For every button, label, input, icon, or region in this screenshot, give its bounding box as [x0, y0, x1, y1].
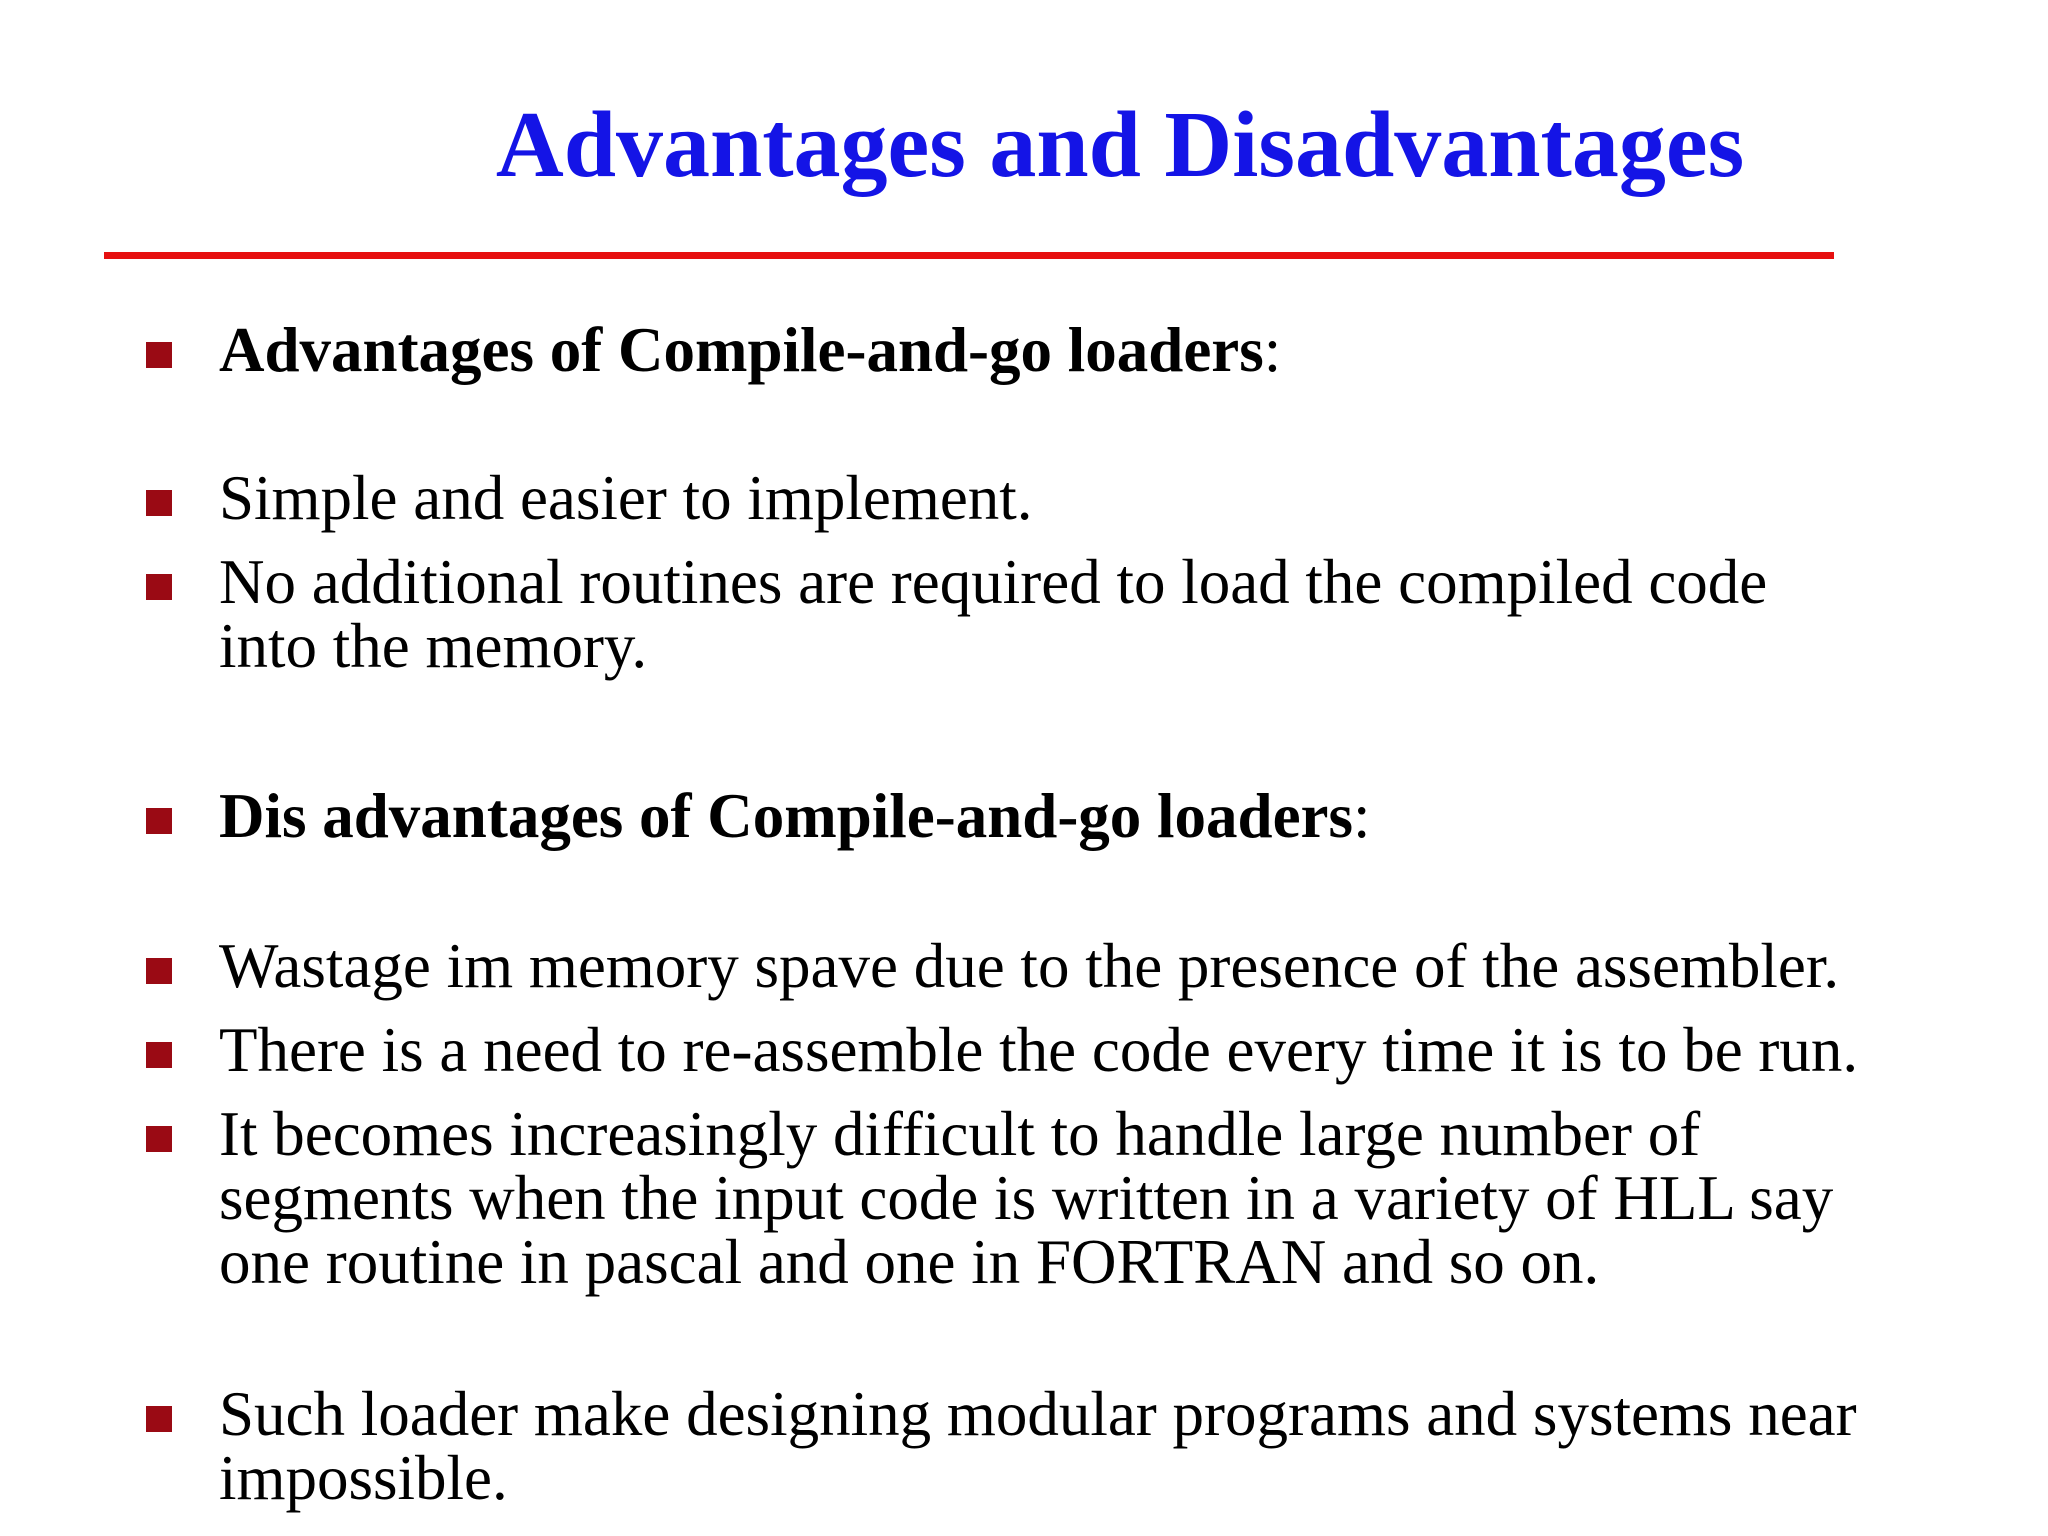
disadvantages-heading: [219, 781, 2024, 851]
advantages-heading: [219, 315, 2024, 385]
disadvantage-modular: Such loader make designing modular programs and systems near impossible.: [219, 1379, 1857, 1513]
advantages-heading-text: Advantages of Compile-and-go loaders: [219, 315, 1264, 385]
disadvantage-memory: Wastage im memory spave due to the presence of the assembler.: [219, 931, 1840, 1001]
square-bullet-icon: [146, 808, 172, 834]
slide-title: Advantages and Disadvantages: [495, 93, 1745, 197]
disadvantages-heading-text: Dis advantages of Compile-and-go loaders: [219, 781, 1354, 851]
advantage-no-routines: No additional routines are required to load the compiled code into the memory.: [219, 547, 1768, 681]
disadvantage-reassemble: There is a need to re-assemble the code every time it is to be run.: [219, 1015, 1859, 1085]
square-bullet-icon: [146, 1042, 172, 1068]
square-bullet-icon: [146, 342, 172, 368]
disadvantage-segments: It becomes increasingly difficult to handle large number of segments when the input code is written in a variety of HLL say one routine in pascal and one in FORTRAN and so on.: [219, 1099, 1834, 1297]
square-bullet-icon: [146, 1406, 172, 1432]
square-bullet-icon: [146, 958, 172, 984]
square-bullet-icon: [146, 574, 172, 600]
square-bullet-icon: [146, 1126, 172, 1152]
advantages-heading-colon: :: [1263, 315, 1282, 385]
square-bullet-icon: [146, 490, 172, 516]
disadvantages-heading-colon: :: [1353, 781, 1371, 851]
advantage-simple: Simple and easier to implement.: [219, 463, 1033, 533]
